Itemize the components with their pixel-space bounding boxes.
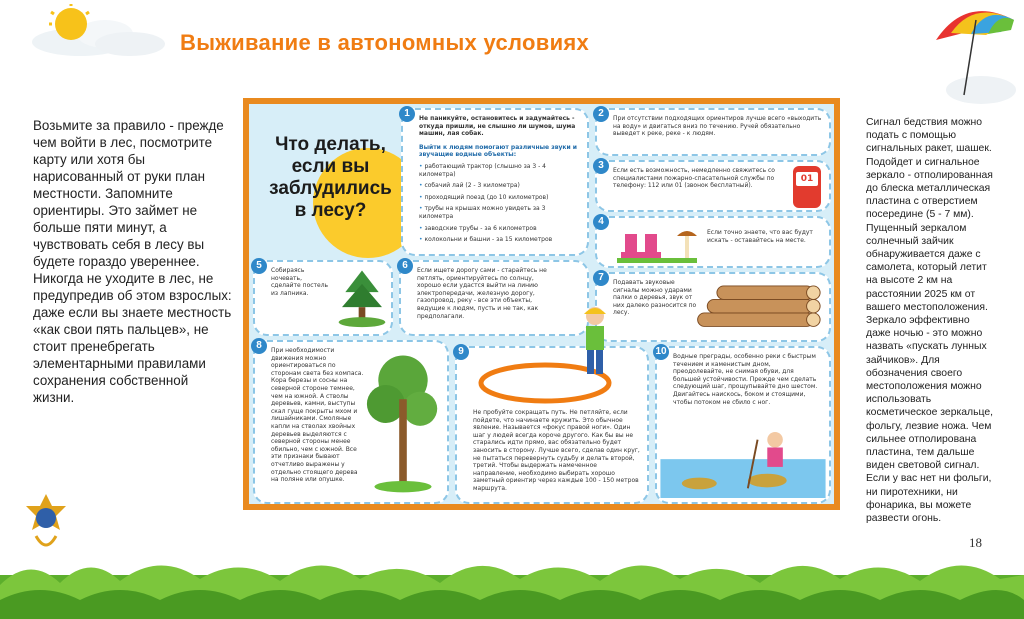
tree-icon: [365, 348, 441, 498]
intro-paragraph: Возьмите за правило - прежде чем войти в лес, посмотрите карту или хотя бы нарисованный от руки план местности. Запомните ориентиры. Это займет не больше пяти минут, а чувствовать себя в лесу вы будете гораздо увереннее. Никогда не уходите в лес, не предупредив об этом взрослых: даже если вы знаете местность «как свои пять пальцев», не стоит пренебрегать элементарными правилами сохранения собственной жизни.: [33, 118, 232, 405]
poster-title: [253, 108, 411, 253]
panel-text: Собираясь ночевать, сделайте постель из лапника.: [271, 267, 329, 297]
tip-panel-5: [253, 260, 393, 336]
phone-icon: [793, 166, 821, 208]
panel-text: Если точно знаете, что вас будут искать - оставайтесь на месте.: [707, 229, 813, 244]
step-number: 2: [593, 106, 609, 122]
step-number: 5: [251, 258, 267, 274]
step-number: 4: [593, 214, 609, 230]
sound-list: [419, 163, 581, 244]
signal-paragraph: Сигнал бедствия можно подать с помощью сигнальных ракет, шашек. Подойдет и сигнальное зеркало - отполированная до блеска металлическая пластина с отверстием посередине (5 - 7 мм). Пущенный зеркалом солнечный зайчик обнаруживается даже с самолета, который летит на высоте 2 км на расстоянии 2025 км от вашего местоположения. Зеркало эффективно даже ночью - это можно назвать «пускать лунных зайчиков». Для обозначения своего местоположения можно использовать косметическое зеркальце, фольгу, лезвие ножа. Чем сильнее отполирована пластина, тем дальше виден световой сигнал. Если у вас нет ни фольги, ни пиротехники, ни фонарика, вы можете развести огонь.: [866, 117, 994, 525]
panel-text: Подавать звуковые сигналы можно ударами палки о деревья, звук от них далеко разносится по лесу.: [613, 279, 697, 317]
panel-text: Если есть возможность, немедленно свяжитесь со специалистами пожарно-спасательной службы по телефону: 112 или 01 (звонок бесплатный).: [613, 167, 775, 190]
river-crossing-icon: [659, 430, 827, 498]
step-number: 10: [653, 344, 669, 360]
step-number: 8: [251, 338, 267, 354]
title-line: если вы: [291, 156, 370, 177]
step-number: 6: [397, 258, 413, 274]
panel-text: Если ищете дорогу сами - старайтесь не петлять, ориентируйтесь по солнцу, хорошо если удастся выйти на линию электропередачи, железную дорогу, газопровод, реку - все эти объекты, ведущие к людям, пусть и не так, как предполагали.: [417, 267, 547, 320]
fir-tree-icon: [337, 264, 387, 332]
step-number: 1: [399, 106, 415, 122]
tip-panel-7: [595, 272, 831, 342]
list-item: • трубы на крышах можно увидеть за 3 километра: [419, 205, 581, 220]
list-item: • колокольни и башни - за 15 километров: [419, 236, 581, 244]
tip-panel-10: [655, 346, 831, 504]
panel-text: При отсутствии подходящих ориентиров лучше всего «выходить на воду» и двигаться вниз по течению. Ручей обязательно выведет к реке, реке - к людям.: [613, 115, 822, 138]
title-line: заблудились: [269, 178, 392, 199]
grass-footer: [0, 545, 1024, 619]
title-line: Что делать,: [275, 134, 386, 155]
phone-screen: 01: [796, 172, 818, 186]
panel-text: Не паникуйте, остановитесь и задумайтесь - откуда пришли, не слышно ли шумов, шума машин, лая собак.: [419, 115, 576, 138]
title-line: в лесу?: [294, 200, 367, 221]
tip-panel-8: [253, 340, 449, 504]
panel-subtitle: Выйти к людям помогают различные звуки и звучащие водные объекты:: [419, 143, 577, 159]
umbrella-illustration: [926, 0, 1016, 110]
tip-panel-4: [595, 216, 831, 268]
sun-clouds-illustration: [25, 4, 175, 64]
panel-text: При необходимости движения можно ориентироваться по сторонам света без компаса. Кора березы и сосны на северной стороне темнее, чем на южной. А стволы деревьев, камни, выступы скал гуще покрыты мхом и лишайниками. Смоляные капли на стволах хвойных деревьев выделяются с северной стороны менее обильно, чем с южной. Все эти признаки бывают отчетливо выражены у отдельно стоящего дерева на поляне или опушке.: [271, 347, 364, 484]
tip-panel-6: [399, 260, 589, 336]
list-item: • заводские трубы - за 6 километров: [419, 225, 581, 233]
tip-panel-1: [401, 108, 589, 256]
step-number: 7: [593, 270, 609, 286]
logs-icon: [688, 282, 823, 340]
boots-mushroom-icon: [615, 224, 705, 264]
list-item: • собачий лай (2 - 3 километра): [419, 182, 581, 190]
list-item: • работающий трактор (слышно за 3 - 4 километра): [419, 163, 581, 178]
panel-text: Не пробуйте сокращать путь. Не петляйте, если пойдете, что начинаете кружить. Это обычное явление. Называется «фокус правой ноги». Один шаг у людей всегда короче другого. Как бы вы не старались идти прямо, вас обязательно будет заносить в сторону. Лучше всего, сделав один круг, не пытаться перевернуть судьбу и делать второй, третий. Чтобы выдержать намеченное направление, необходимо выбирать хорошо заметный ориентир через каждые 100 - 150 метров маршрута.: [473, 409, 640, 492]
hiker-illustration: [575, 304, 615, 384]
panel-text: Водные преграды, особенно реки с быстрым течением и каменистым дном, преодолевайте, не снимая обуви, для большей устойчивости. Прежде чем сделать следующий шаг, прощупывайте дно шестом. Двигайтесь наискось, боком и стоящими, чтобы потоком не сбило с ног.: [673, 353, 818, 406]
tip-panel-2: [595, 108, 831, 156]
step-number: 3: [593, 158, 609, 174]
tip-panel-3: [595, 160, 831, 212]
tip-panel-9: [455, 346, 649, 504]
step-number: 9: [453, 344, 469, 360]
page-title: Выживание в автономных условиях: [180, 30, 590, 55]
list-item: • проходящий поезд (до 10 километров): [419, 194, 581, 202]
survival-poster: [243, 98, 840, 510]
page-number: 18: [969, 535, 982, 550]
